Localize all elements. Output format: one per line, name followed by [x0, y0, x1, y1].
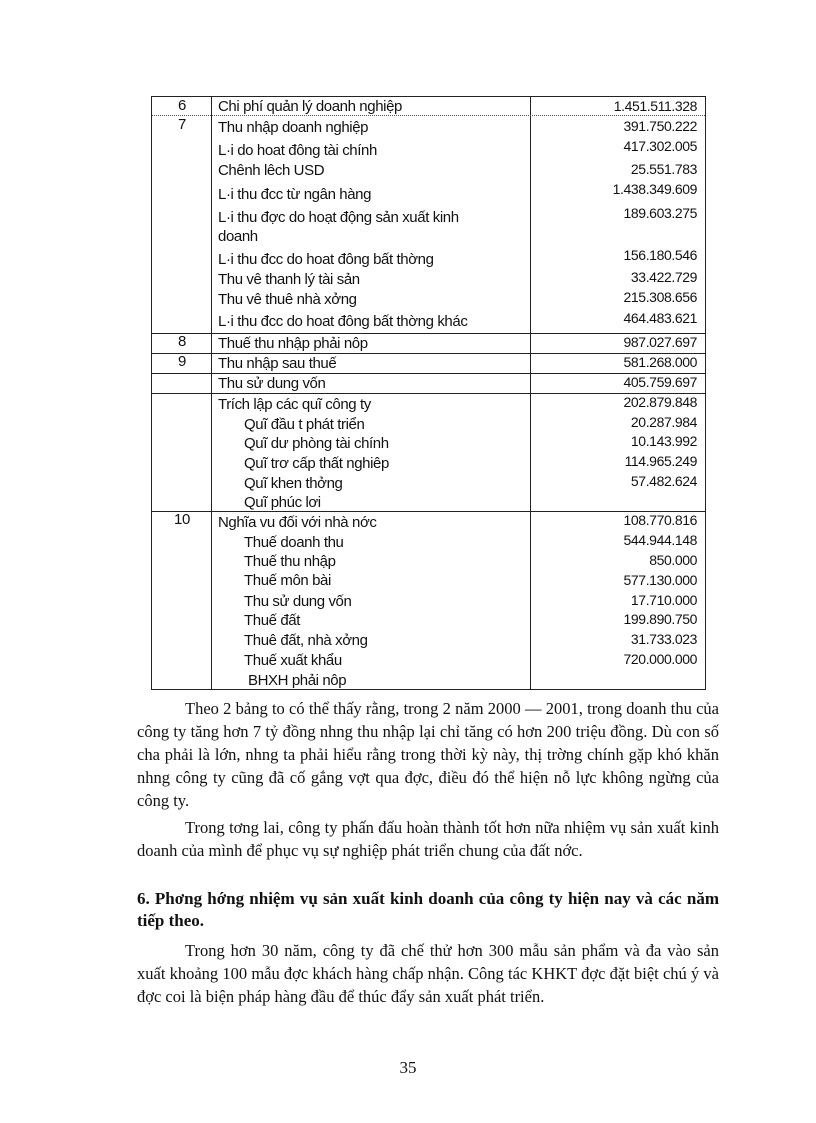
row-description: Thuế đất: [244, 612, 301, 629]
row-description: Chi phí quản lý doanh nghiệp: [218, 98, 402, 115]
row-description: L·i thu đợc do hoạt động sản xuất kinh: [218, 209, 459, 226]
row-description: Quĩ phúc lơi: [244, 494, 321, 511]
row-description: Quĩ đầu t phát triển: [244, 416, 365, 433]
row-value: 189.603.275: [623, 205, 697, 221]
row-description: L·i do hoat đông tài chính: [218, 142, 377, 159]
row-value: 987.027.697: [623, 334, 697, 350]
row-description: BHXH phải nôp: [248, 672, 347, 689]
row-divider: [152, 511, 705, 512]
row-description: L·i thu đcc do hoat đông bất thờng: [218, 251, 434, 268]
row-value: 57.482.624: [630, 473, 697, 489]
row-number: 7: [178, 116, 186, 133]
page-number: 35: [399, 1058, 417, 1077]
row-value: 1.438.349.609: [612, 181, 697, 197]
row-description: Nghĩa vu đối với nhà nớc: [218, 514, 377, 531]
row-description-continued: doanh: [218, 228, 258, 245]
row-description: Quĩ trơ cấp thất nghiêp: [244, 455, 389, 472]
row-description: Thu nhập sau thuế: [218, 355, 337, 372]
row-divider: [152, 373, 705, 374]
row-value: 417.302.005: [623, 138, 697, 154]
row-value: 215.308.656: [623, 289, 697, 305]
row-divider: [152, 353, 705, 354]
row-description: Thu sử dung vốn: [244, 593, 352, 610]
paragraph-future: Trong tơng lai, công ty phấn đấu hoàn thành tốt hơn nữa nhiệm vụ sản xuất kinh doanh của mình để phục vụ sự nghiệp phát triển chung của đất nớc.: [137, 818, 719, 860]
row-value: 108.770.816: [623, 512, 697, 528]
row-description: Thuế thu nhập: [244, 553, 336, 570]
row-number: 6: [178, 97, 186, 114]
row-description: Chênh lêch USD: [218, 162, 325, 179]
row-number: 8: [178, 333, 186, 350]
row-value: 720.000.000: [623, 651, 697, 667]
row-value: 199.890.750: [623, 611, 697, 627]
row-description: Trích lập các quĩ công ty: [218, 396, 371, 413]
row-value: 391.750.222: [623, 118, 697, 134]
row-description: Thuê đất, nhà xởng: [244, 632, 368, 649]
row-divider: [152, 333, 705, 334]
paragraph-summary: Theo 2 bảng to có thể thấy rằng, trong 2 năm 2000 — 2001, trong doanh thu của công ty tăng hơn 7 tỷ đồng nhng thu nhập lại chỉ tăng có hơn 200 triệu đồng. Dù con số cha phải là lớn, nhng ta phải hiểu rằng trong thời kỳ này, thị trờng chính gặp khó khăn nhng công ty cũng đã cố gắng vợt qua đợc, điều đó thể hiện nỗ lực không ngừng của công ty.: [137, 699, 719, 810]
row-description: Thu sử dung vốn: [218, 375, 326, 392]
row-description: Thuế thu nhập phải nôp: [218, 335, 368, 352]
row-value: 464.483.621: [623, 310, 697, 326]
row-description: Thu vê thanh lý tài sản: [218, 271, 360, 288]
row-description: Quĩ khen thởng: [244, 475, 343, 492]
row-value: 20.287.984: [630, 414, 697, 430]
row-description: Thu nhập doanh nghiệp: [218, 119, 369, 136]
row-number: 9: [178, 353, 186, 370]
row-value: 156.180.546: [623, 247, 697, 263]
row-description: Thu vê thuê nhà xởng: [218, 291, 357, 308]
row-value: 10.143.992: [630, 433, 697, 449]
row-value: 1.451.511.328: [613, 98, 697, 114]
row-description: Thuế xuất khẩu: [244, 652, 342, 669]
row-value: 544.944.148: [623, 532, 697, 548]
row-value: 202.879.848: [623, 394, 697, 410]
row-value: 25.551.783: [630, 161, 697, 177]
row-description: Quĩ dư phòng tài chính: [244, 435, 389, 452]
row-description: Thuế môn bài: [244, 572, 331, 589]
row-divider: [152, 393, 705, 394]
row-description: Thuế doanh thu: [244, 534, 344, 551]
section-heading: 6. Phơng hớng nhiệm vụ sản xuất kinh doanh của công ty hiện nay và các năm tiếp theo.: [137, 889, 719, 930]
row-value: 17.710.000: [630, 592, 697, 608]
row-value: 33.422.729: [630, 269, 697, 285]
row-value: 31.733.023: [630, 631, 697, 647]
row-value: 114.965.249: [624, 453, 697, 469]
row-number: 10: [174, 511, 190, 528]
row-value: 581.268.000: [623, 354, 697, 370]
row-value: 577.130.000: [623, 572, 697, 588]
row-description: L·i thu đcc từ ngân hàng: [218, 186, 372, 203]
row-value: 405.759.697: [623, 374, 697, 390]
row-value: 850.000: [649, 552, 697, 568]
financial-table: [151, 96, 706, 690]
paragraph-development: Trong hơn 30 năm, công ty đã chế thử hơn 300 mẫu sản phẩm và đa vào sản xuất khoảng 100 mẫu đợc khách hàng chấp nhận. Công tác KHKT đợc đặt biệt chú ý và đợc coi là biện pháp hàng đầu để thúc đẩy sản xuất phát triển.: [137, 941, 719, 1006]
row-description: L·i thu đcc do hoat đông bất thờng khác: [218, 313, 468, 330]
